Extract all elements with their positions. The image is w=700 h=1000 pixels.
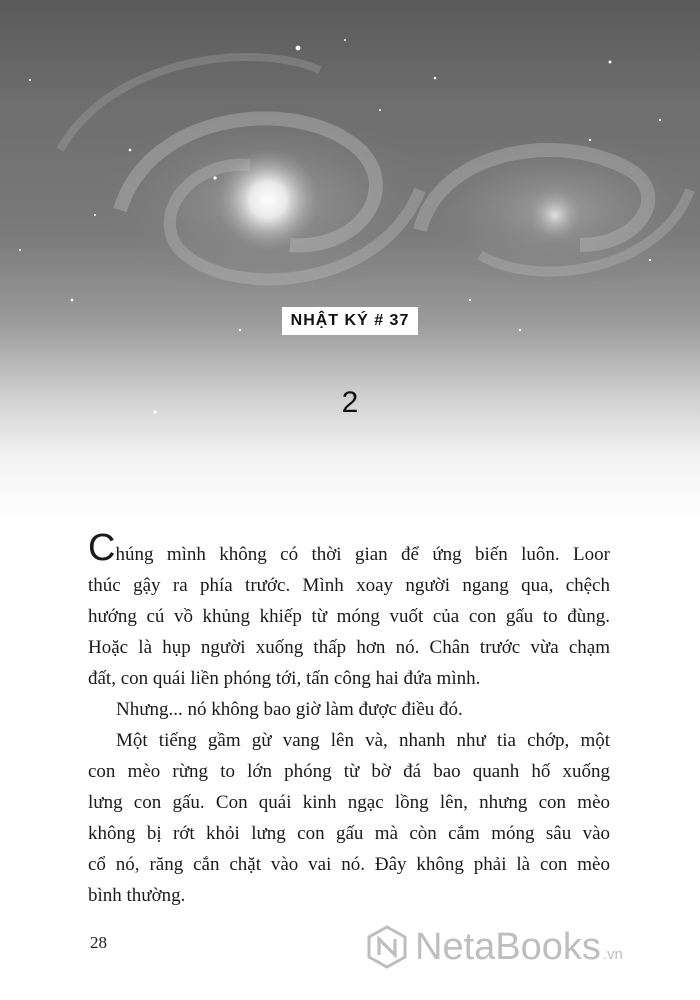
- chapter-number: 2: [341, 386, 359, 419]
- text-line: đất, con quái liền phóng tới, tấn công hai đứa mình.: [88, 668, 481, 689]
- text-line: cổ nó, răng cắn chặt vào vai nó. Đây không phải là con mèo: [88, 854, 610, 875]
- text-line: không bị rớt khỏi lưng con gấu mà còn cắm móng sâu vào: [88, 823, 610, 844]
- netabooks-watermark: [365, 925, 623, 969]
- paragraph-1: [88, 527, 610, 694]
- text-line: Một tiếng gầm gừ vang lên và, nhanh như tia chớp, một: [116, 730, 610, 751]
- text-line: hướng cú vồ khủng khiếp từ móng vuốt của con gấu to đùng.: [88, 606, 610, 627]
- netabooks-logo-icon: [365, 925, 409, 969]
- body-text: [88, 527, 610, 911]
- watermark-brand: NetaBooks: [415, 925, 601, 968]
- watermark-suffix: .vn: [602, 945, 623, 963]
- paragraph-2: [88, 694, 610, 725]
- text-line: Chúng mình không có thời gian để ứng biến luôn. Loor: [88, 527, 610, 569]
- drop-cap: C: [88, 527, 116, 569]
- text-line: bình thường.: [88, 885, 186, 906]
- text-line: Hoặc là hụp người xuống thấp hơn nó. Chân trước vừa chạm: [88, 637, 610, 658]
- text-line: lưng con gấu. Con quái kinh ngạc lồng lên, nhưng con mèo: [88, 792, 610, 813]
- text-line: con mèo rừng to lớn phóng từ bờ đá bao quanh hố xuống: [88, 761, 610, 782]
- text-line: thúc gậy ra phía trước. Mình xoay người ngang qua, chệch: [88, 575, 610, 596]
- paragraph-3: [88, 725, 610, 911]
- page-number: 28: [90, 933, 107, 952]
- diary-label: NHẬT KÝ # 37: [0, 307, 700, 335]
- text-line: Nhưng... nó không bao giờ làm được điều đó.: [116, 699, 463, 720]
